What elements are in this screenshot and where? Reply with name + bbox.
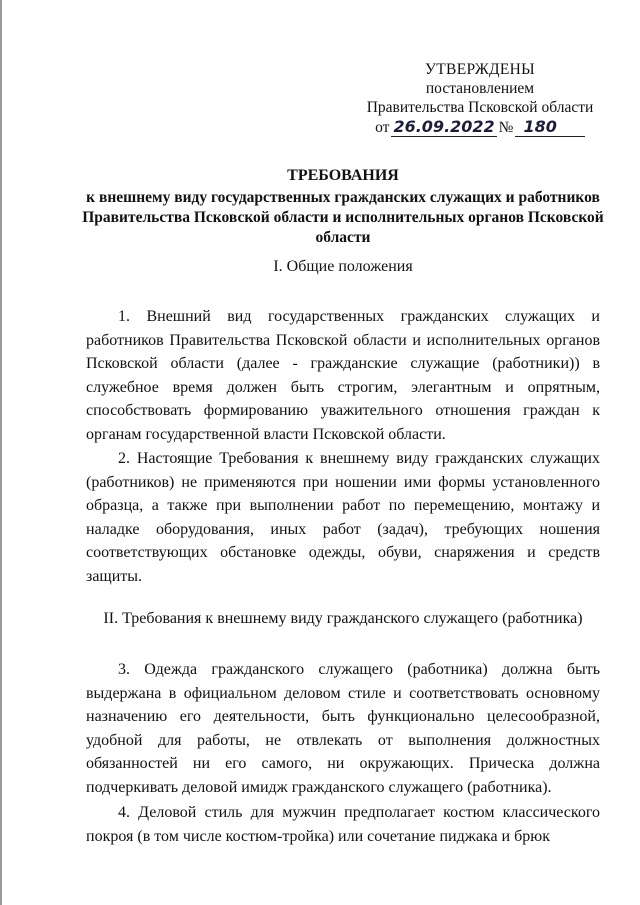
paragraph-2: 2. Настоящие Требования к внешнему виду гражданских служащих (работников) не применяются при ношении ими формы установленного образца, а также при выполнении работ по перемещению, монтажу и наладке оборудования, иных работ (задач), требующих ношения соответствующих обстановке одежды, обуви, снаряжения и средств защиты.	[86, 450, 600, 585]
section-2-title: II. Требования к внешнему виду гражданского служащего (работника)	[103, 610, 583, 627]
approval-line-2: Правительства Псковской области	[366, 99, 594, 116]
document-title: ТРЕБОВАНИЯ	[287, 167, 399, 184]
paragraph-3: 3. Одежда гражданского служащего (работника) должна быть выдержана в официальном деловом стиле и соответствовать основному назначению его деятельности, быть функционально целесообразной, удобной для работы, не отвлекать от выполнения должностных обязанностей ни его самого, ни окружающих. Прическа должна подчеркивать деловой имидж гражданского служащего (работника).	[86, 661, 600, 796]
document-heading	[78, 166, 608, 248]
handwritten-date: 26.09.2022	[393, 117, 495, 136]
approval-line-1: постановлением	[425, 80, 535, 97]
section-1-title: I. Общие положения	[273, 258, 413, 275]
document-subtitle: к внешнему виду государственных гражданских служащих и работников Правительства Псковской области и исполнительных органов Псковской области	[82, 189, 604, 246]
approval-title: УТВЕРЖДЕНЫ	[425, 61, 535, 78]
number-sign: №	[498, 119, 514, 136]
paragraph-4: 4. Деловой стиль для мужчин предполагает костюм классического покроя (в том числе костюм-тройка) или сочетание пиджака и брюк	[86, 804, 600, 845]
paragraph-1: 1. Внешний вид государственных гражданских служащих и работников Правительства Псковской области и исполнительных органов Псковской области (далее - гражданские служащие (работники)) в служебное время должен быть строгим, элегантным и опрятным, способствовать формированию уважительного отношения граждан к органам государственной власти Псковской области.	[86, 308, 600, 443]
date-prefix: от	[375, 119, 390, 136]
approval-stamp	[360, 60, 600, 137]
approval-date-line	[360, 117, 600, 137]
handwritten-number: 180	[515, 117, 584, 137]
scan-edge	[0, 0, 2, 905]
